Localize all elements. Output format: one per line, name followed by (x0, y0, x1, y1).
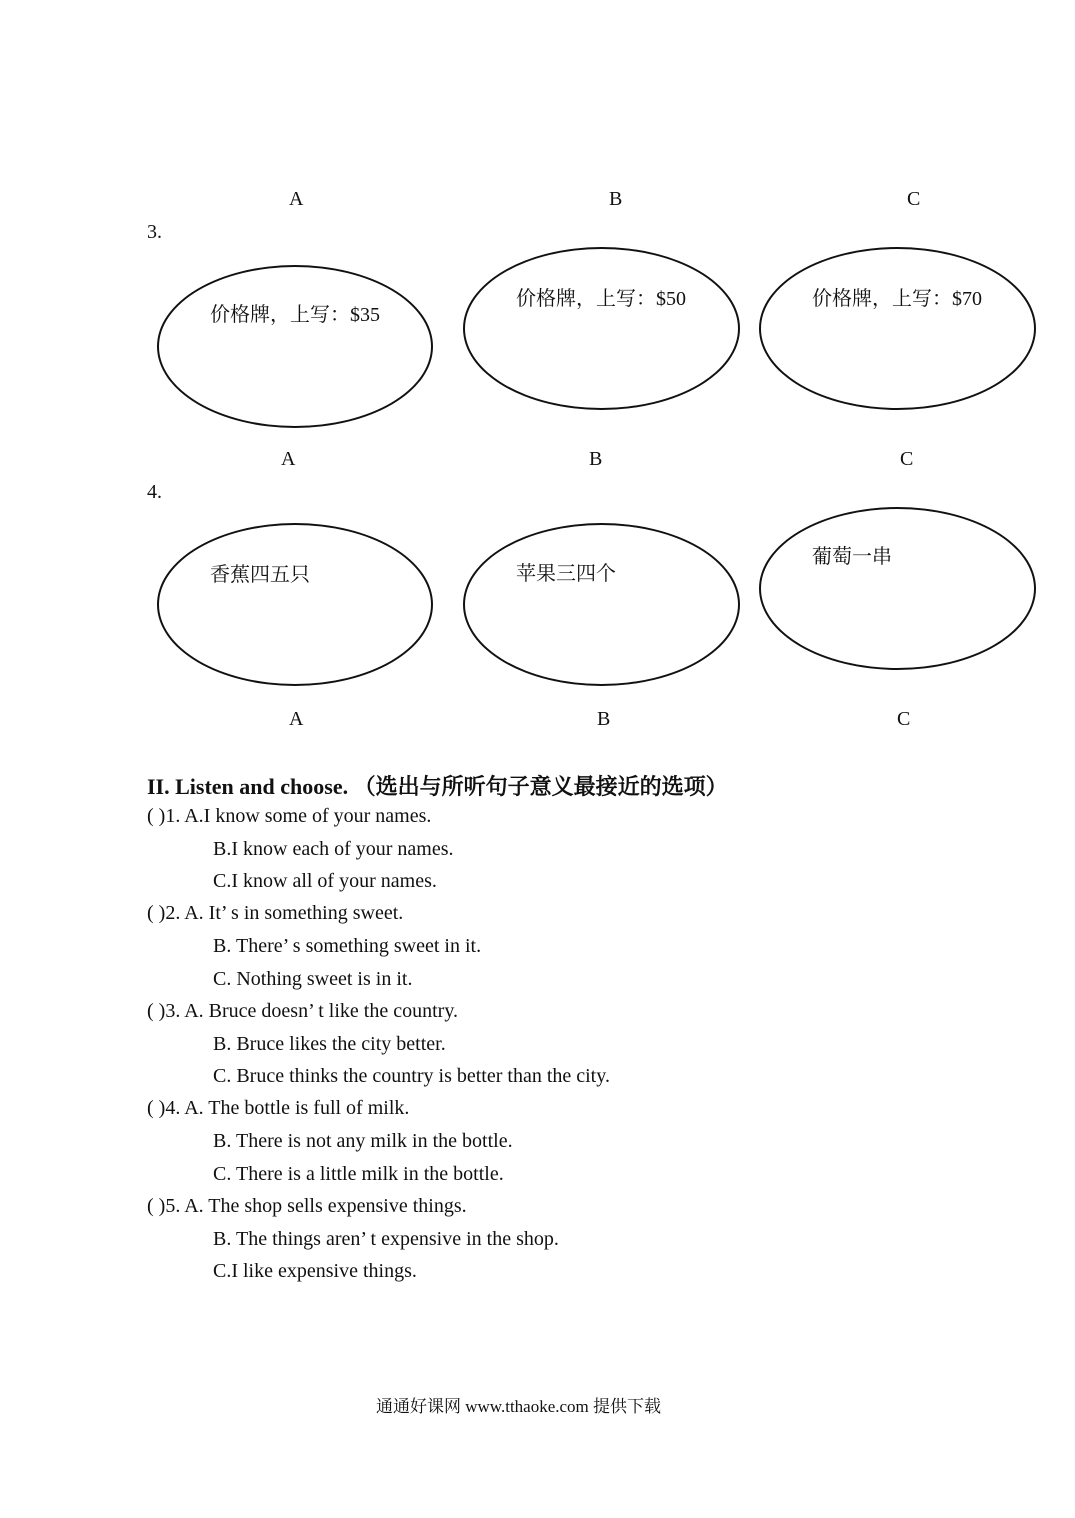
q4-letter-a: A (289, 708, 304, 730)
q4-oval-c-label: 葡萄一串 (812, 546, 892, 568)
q3-letter-b: B (589, 448, 603, 470)
q5-option-b: B. The things aren’ t expensive in the shop. (213, 1228, 559, 1250)
q5-option-c: C.I like expensive things. (213, 1260, 417, 1282)
q1-stem: ( )1. A.I know some of your names. (147, 805, 432, 827)
option-letter-b: B (609, 188, 623, 210)
q3-oval-c-label: 价格牌，上写：$70 (812, 288, 982, 310)
q3-oval-a[interactable] (157, 265, 433, 428)
option-letter-a: A (289, 188, 304, 210)
q4-oval-c[interactable] (759, 507, 1036, 670)
q2-option-b: B. There’ s something sweet in it. (213, 935, 482, 957)
q2-option-c: C. Nothing sweet is in it. (213, 968, 413, 990)
q4-letter-c: C (897, 708, 911, 730)
q3-option-c: C. Bruce thinks the country is better than the city. (213, 1065, 610, 1087)
q4-stem: ( )4. A. The bottle is full of milk. (147, 1097, 410, 1119)
q5-stem: ( )5. A. The shop sells expensive things. (147, 1195, 467, 1217)
q3-oval-c[interactable] (759, 247, 1036, 410)
q3-oval-b[interactable] (463, 247, 740, 410)
q4-oval-b[interactable] (463, 523, 740, 686)
q1-option-c: C.I know all of your names. (213, 870, 437, 892)
q4-oval-b-label: 苹果三四个 (516, 563, 616, 585)
q4-letter-b: B (597, 708, 611, 730)
q3-option-b: B. Bruce likes the city better. (213, 1033, 446, 1055)
option-letter-c: C (907, 188, 921, 210)
q4-option-b: B. There is not any milk in the bottle. (213, 1130, 513, 1152)
q3-oval-a-label: 价格牌，上写：$35 (210, 304, 380, 326)
q4-oval-a[interactable] (157, 523, 433, 686)
q3-oval-b-label: 价格牌，上写：$50 (516, 288, 686, 310)
q2-stem: ( )2. A. It’ s in something sweet. (147, 902, 404, 924)
q4-oval-a-label: 香蕉四五只 (210, 564, 310, 586)
q3-stem: ( )3. A. Bruce doesn’ t like the country. (147, 1000, 459, 1022)
footer-text: 通通好课网 www.tthaoke.com 提供下载 (376, 1397, 662, 1416)
q4-option-c: C. There is a little milk in the bottle. (213, 1163, 504, 1185)
q3-letter-c: C (900, 448, 914, 470)
question-3-number: 3. (147, 221, 162, 243)
q1-option-b: B.I know each of your names. (213, 838, 454, 860)
q3-letter-a: A (281, 448, 296, 470)
question-4-number: 4. (147, 481, 162, 503)
section-2-title: II. Listen and choose. （选出与所听句子意义最接近的选项） (147, 774, 728, 799)
